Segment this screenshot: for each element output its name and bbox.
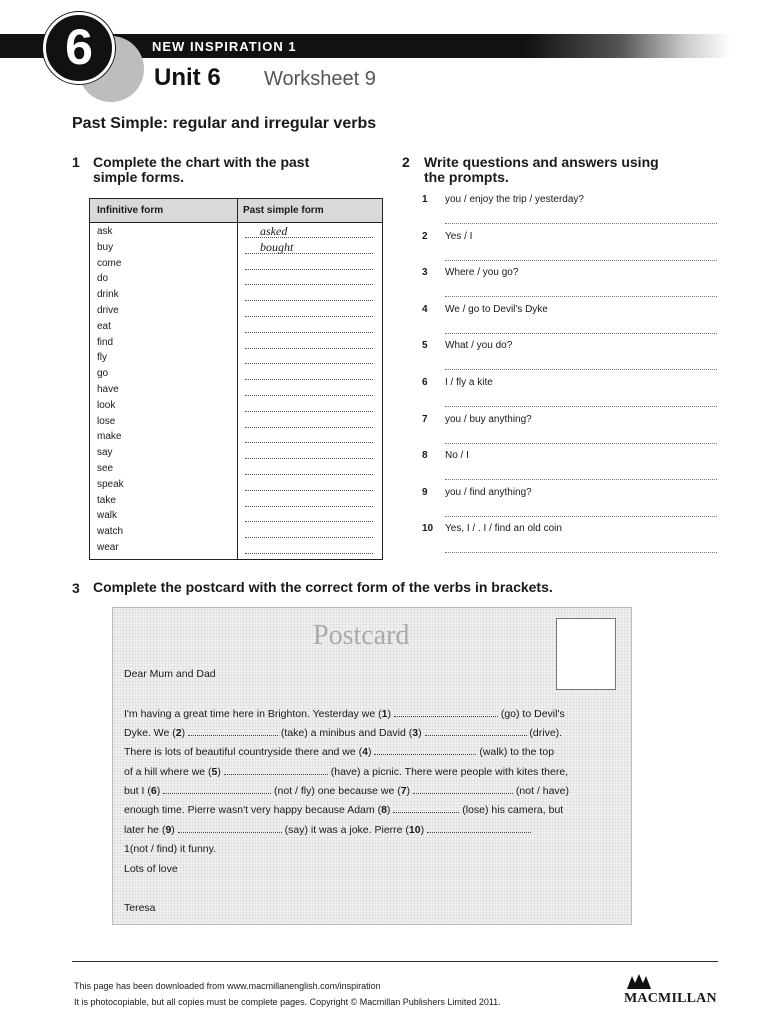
postcard-line-1 [124, 708, 565, 720]
text: (not / have) [515, 785, 570, 797]
postcard-line-4 [124, 766, 568, 778]
gap-number: 8 [381, 804, 387, 816]
answer-line[interactable] [445, 479, 717, 480]
answer-line[interactable] [445, 223, 717, 224]
verb-infinitive: have [97, 384, 119, 395]
prompt-number: 3 [422, 267, 428, 279]
answer-line[interactable] [445, 552, 717, 553]
gap-number: 5 [211, 766, 218, 778]
verb-chart [89, 198, 383, 560]
exercise-2-instruction-line1: Write questions and answers using [424, 154, 659, 170]
answer-line[interactable] [445, 443, 717, 444]
text: (drive). [529, 727, 563, 739]
prompt-text: you / enjoy the trip / yesterday? [445, 194, 584, 205]
answer-line[interactable] [445, 260, 717, 261]
gap-blank[interactable] [427, 824, 531, 833]
verb-infinitive: speak [97, 478, 124, 490]
gap-blank[interactable] [178, 824, 282, 833]
gap-blank[interactable] [425, 727, 527, 736]
past-form-answer-line[interactable] [245, 304, 373, 317]
postcard-line-5 [124, 785, 569, 797]
text: (take) a minibus and David ( [280, 727, 413, 739]
postcard-line-8: 1(not / find) it funny. [124, 843, 217, 855]
postcard-line-7 [124, 824, 531, 836]
past-form-answer-line[interactable] [245, 288, 373, 301]
past-form-answer-line[interactable] [245, 272, 373, 285]
col-infinitive-header: Infinitive form [97, 205, 164, 216]
prompt-text: I / fly a kite [445, 377, 493, 388]
verb-infinitive: find [97, 336, 114, 348]
verb-infinitive: drive [97, 305, 119, 316]
text: I'm having a great time here in Brighton. Yesterday we ( [124, 708, 382, 720]
prompt-number: 7 [422, 413, 428, 425]
postcard-line-3 [124, 746, 554, 758]
exercise-3-instruction: Complete the postcard with the correct form of the verbs in brackets. [93, 579, 553, 595]
prompt-number: 1 [422, 194, 428, 205]
postcard-line-2 [124, 727, 562, 739]
text: but I ( [124, 785, 151, 797]
example-answer: asked [260, 224, 288, 238]
exercise-1-number: 1 [72, 154, 80, 170]
text: There is lots of beautiful countryside there and we ( [124, 746, 363, 758]
text: ) [386, 804, 391, 816]
verb-infinitive: ask [97, 226, 113, 237]
prompt-number: 5 [422, 340, 428, 352]
prompt-number: 2 [422, 230, 428, 242]
gap-number: 6 [150, 785, 157, 797]
publisher-logo: MACMILLAN [624, 991, 717, 1006]
verb-infinitive: lose [97, 415, 116, 427]
text: ) [217, 766, 221, 778]
prompt-text: Where / you go? [445, 267, 519, 279]
prompt-text: No / I [445, 450, 469, 462]
text: of a hill where we ( [124, 766, 212, 778]
postcard-closing: Lots of love [124, 863, 178, 875]
text: (walk) to the top [479, 746, 555, 758]
text: (lose) his camera, but [462, 804, 564, 816]
text: ) [367, 746, 372, 758]
postcard-greeting: Dear Mum and Dad [124, 668, 216, 680]
text: ) [420, 824, 425, 836]
exercise-1-instruction-line1: Complete the chart with the past [93, 154, 310, 170]
verb-infinitive: eat [97, 320, 111, 332]
prompt-text: Yes / I [445, 230, 473, 242]
text: (have) a picnic. There were people with kites there, [330, 766, 569, 778]
example-answer: bought [260, 239, 294, 254]
prompt-number: 8 [422, 450, 428, 462]
past-form-answer-line[interactable] [245, 446, 373, 459]
postcard-title: Postcard [313, 620, 410, 651]
text: (go) to Devil's [500, 708, 565, 720]
exercise-1-instruction-line2: simple forms. [93, 169, 185, 185]
chart-divider [237, 199, 238, 559]
footer-divider [72, 961, 718, 962]
gap-number: 7 [400, 785, 407, 797]
past-form-answer-line[interactable] [245, 430, 373, 443]
gap-blank[interactable] [163, 785, 271, 794]
text: enough time. Pierre wasn't very happy because Adam ( [124, 804, 382, 816]
prompt-text: you / find anything? [445, 486, 532, 498]
prompt-number: 6 [422, 377, 428, 388]
verb-infinitive: take [97, 494, 116, 506]
answer-line[interactable] [445, 296, 717, 297]
past-form-answer-line[interactable] [245, 367, 373, 380]
verb-infinitive: look [97, 399, 116, 411]
verb-infinitive: buy [97, 241, 114, 253]
past-form-answer-line[interactable] [245, 509, 373, 522]
text: later he ( [124, 824, 166, 836]
gap-number: 2 [175, 727, 182, 739]
past-form-answer-line[interactable] [245, 478, 373, 491]
text: ) [387, 708, 391, 720]
prompt-number: 4 [422, 303, 428, 315]
prompt-text: you / buy anything? [445, 413, 532, 425]
past-form-answer-line[interactable] [245, 257, 373, 270]
past-form-answer-line[interactable] [245, 336, 373, 349]
gap-blank[interactable] [224, 766, 328, 775]
verb-infinitive: fly [97, 352, 107, 364]
gap-blank[interactable] [374, 746, 476, 755]
exercise-2-instruction [424, 155, 659, 185]
postcard-line-6 [124, 804, 563, 816]
verb-infinitive: make [97, 431, 122, 443]
series-title: NEW INSPIRATION 1 [152, 39, 297, 54]
text: (say) it was a joke. Pierre ( [284, 824, 409, 836]
answer-line[interactable] [445, 369, 717, 370]
verb-infinitive: come [97, 257, 122, 269]
verb-infinitive: walk [97, 510, 118, 522]
text: Dyke. We ( [124, 727, 176, 739]
worksheet-title: Worksheet 9 [264, 68, 376, 90]
unit-number-badge: 6 [43, 12, 115, 84]
verb-infinitive: see [97, 463, 114, 474]
page-title: Past Simple: regular and irregular verbs [72, 115, 377, 132]
past-form-answer-line[interactable] [245, 399, 373, 412]
verb-infinitive: drink [97, 289, 119, 301]
verb-infinitive: go [97, 368, 109, 380]
past-form-answer-line[interactable] [245, 320, 373, 333]
stamp-box [556, 618, 616, 690]
footer-copyright: It is photocopiable, but all copies must be complete pages. Copyright © Macmillan Publishers Limited 2011. [74, 997, 501, 1007]
text: ) [171, 824, 175, 836]
macmillan-logo-icon [626, 972, 652, 990]
gap-number: 4 [362, 746, 368, 758]
postcard [112, 607, 632, 925]
verb-infinitive: watch [97, 526, 124, 538]
gap-number: 1 [381, 708, 388, 720]
past-form-answer-line[interactable] [245, 541, 373, 554]
answer-line[interactable] [445, 516, 717, 517]
past-form-answer-line[interactable] [245, 351, 373, 364]
verb-infinitive: wear [97, 542, 119, 553]
gap-number: 9 [165, 824, 172, 836]
text: ) [181, 727, 186, 739]
answer-line[interactable] [445, 333, 717, 334]
text: ) [418, 727, 422, 739]
gap-number: 3 [412, 727, 419, 739]
past-form-answer-line[interactable] [245, 383, 373, 396]
col-past-header: Past simple form [243, 205, 324, 216]
postcard-signature: Teresa [124, 902, 156, 914]
text: ) [406, 785, 411, 797]
answer-line[interactable] [445, 406, 717, 407]
exercise-1-instruction [93, 155, 309, 185]
exercise-3-number: 3 [72, 580, 80, 596]
prompt-text: Yes, I / . I / find an old coin [445, 523, 562, 535]
gap-number: 10 [408, 824, 421, 836]
prompt-number: 10 [422, 523, 434, 535]
exercise-2-instruction-line2: the prompts. [424, 169, 509, 185]
past-form-answer-line[interactable] [245, 462, 373, 475]
past-form-answer-line[interactable] [245, 415, 373, 428]
prompt-number: 9 [422, 486, 428, 498]
gap-blank[interactable] [394, 708, 498, 717]
prompt-text: What / you do? [445, 340, 513, 352]
gap-blank[interactable] [188, 727, 278, 736]
text: (not / fly) one because we ( [274, 785, 401, 797]
exercise-2-number: 2 [402, 154, 410, 170]
past-form-answer-line[interactable] [245, 494, 373, 507]
unit-title: Unit 6 [154, 64, 221, 91]
footer-download-note: This page has been downloaded from www.macmillanenglish.com/inspiration [74, 981, 381, 991]
text: ) [156, 785, 161, 797]
verb-infinitive: say [97, 447, 113, 459]
gap-blank[interactable] [413, 785, 513, 794]
gap-blank[interactable] [393, 804, 459, 813]
past-form-answer-line[interactable] [245, 525, 373, 538]
prompt-text: We / go to Devil's Dyke [445, 303, 548, 315]
verb-infinitive: do [97, 273, 109, 285]
